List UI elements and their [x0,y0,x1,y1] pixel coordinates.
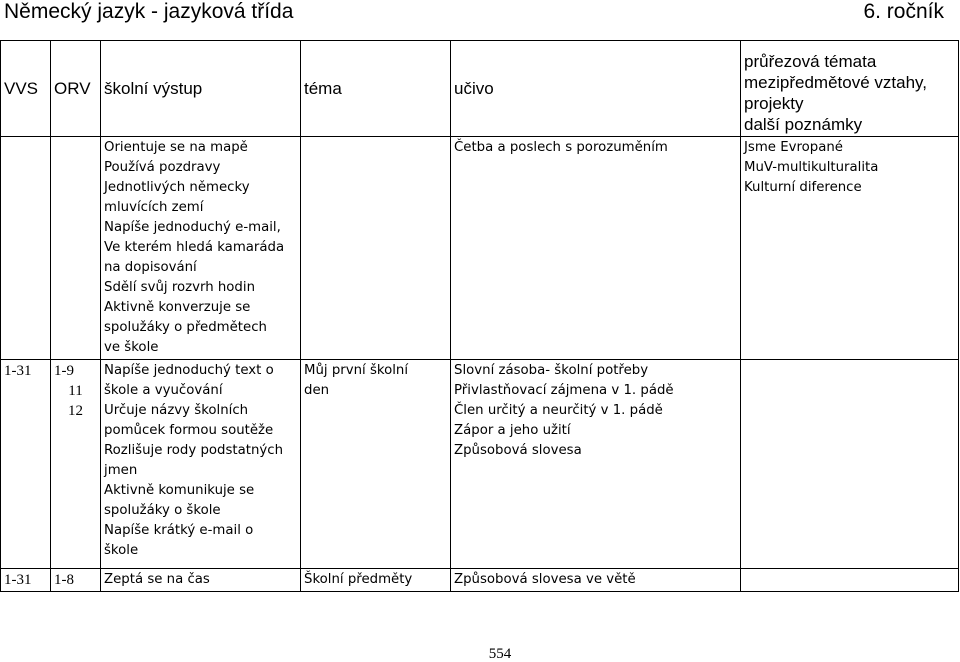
prurezova-cell [741,569,959,592]
ucivo-line: Zápor a jeho užití [454,423,571,438]
ucivo-line: Přivlastňovací zájmena v 1. pádě [454,383,674,398]
vystup-line: Ve kterém hledá kamaráda [104,240,285,255]
vystup-line: pomůcek formou soutěže [104,423,274,438]
orv-value: 11 [68,383,83,399]
vystup-cell [101,137,301,360]
vystup-cell [101,360,301,569]
orv-cell [51,360,101,569]
vystup-line: jmen [104,463,138,478]
vystup-cell [101,569,301,592]
header-row [1,41,959,137]
vystup-line: Napíše jednoduchý text o [104,363,274,378]
vystup-line: škole a vyučování [104,383,223,398]
vystup-line: Napíše krátký e-mail o [104,523,254,538]
header-prurezova-line: projekty [744,94,804,113]
table-row [1,569,959,592]
prurezova-line: Kulturní diference [744,180,862,195]
ucivo-cell [451,360,741,569]
vystup-line: Aktivně komunikuje se [104,483,255,498]
ucivo-line: Způsobová slovesa [454,443,582,458]
vystup-line: Sdělí svůj rozvrh hodin [104,280,255,295]
tema-cell [301,137,451,360]
page-number: 554 [488,646,512,662]
curriculum-table [0,40,959,592]
header-prurezova-temata [741,41,959,137]
vystup-line: spolužáky o škole [104,503,221,518]
prurezova-line: Jsme Evropané [744,140,843,155]
tema-cell [301,360,451,569]
ucivo-cell [451,569,741,592]
table-row [1,137,959,360]
prurezova-cell [741,360,959,569]
header-vvs: VVS [1,41,51,137]
orv-value: 1-8 [54,572,74,588]
vystup-line: škole [104,543,139,558]
vystup-line: mluvících zemí [104,200,204,215]
tema-line: Můj první školní [304,363,409,378]
vystup-line: Orientuje se na mapě [104,140,248,155]
tema-line: den [304,383,330,398]
vystup-line: Jednotlivých německy [104,180,250,195]
vystup-line: Zeptá se na čas [104,572,210,587]
vvs-cell [1,569,51,592]
table-row [1,360,959,569]
vystup-line: spolužáky o předmětech [104,320,267,335]
header-prurezova-line: průřezová témata [744,52,877,71]
vystup-line: Určuje názvy školních [104,403,249,418]
vvs-value: 1-31 [4,363,32,379]
document-title: Německý jazyk - jazyková třída [4,0,294,23]
vystup-line: Používá pozdravy [104,160,221,175]
vvs-cell [1,137,51,360]
ucivo-line: Slovní zásoba- školní potřeby [454,363,649,378]
vystup-line: Napíše jednoduchý e-mail, [104,220,281,235]
header-orv: ORV [51,41,101,137]
prurezova-cell [741,137,959,360]
header-skolni-vystup: školní výstup [101,41,301,137]
grade-label: 6. ročník [863,0,944,23]
ucivo-line: Způsobová slovesa ve větě [454,572,636,587]
ucivo-line: Člen určitý a neurčitý v 1. pádě [454,403,663,418]
vystup-line: Aktivně konverzuje se [104,300,251,315]
prurezova-line: MuV-multikulturalita [744,160,879,175]
vystup-line: Rozlišuje rody podstatných [104,443,284,458]
header-prurezova-line: další poznámky [744,115,863,134]
header-prurezova-line: mezipředmětové vztahy, [744,73,927,92]
header-ucivo: učivo [451,41,741,137]
orv-value: 1-9 [54,363,74,379]
orv-cell [51,569,101,592]
vvs-cell [1,360,51,569]
ucivo-cell [451,137,741,360]
vvs-value: 1-31 [4,572,32,588]
tema-line: Školní předměty [304,572,413,587]
vystup-line: ve škole [104,340,159,355]
vystup-line: na dopisování [104,260,197,275]
header-tema: téma [301,41,451,137]
tema-cell [301,569,451,592]
orv-cell [51,137,101,360]
ucivo-line: Četba a poslech s porozuměním [454,140,668,155]
orv-value: 12 [68,403,83,419]
